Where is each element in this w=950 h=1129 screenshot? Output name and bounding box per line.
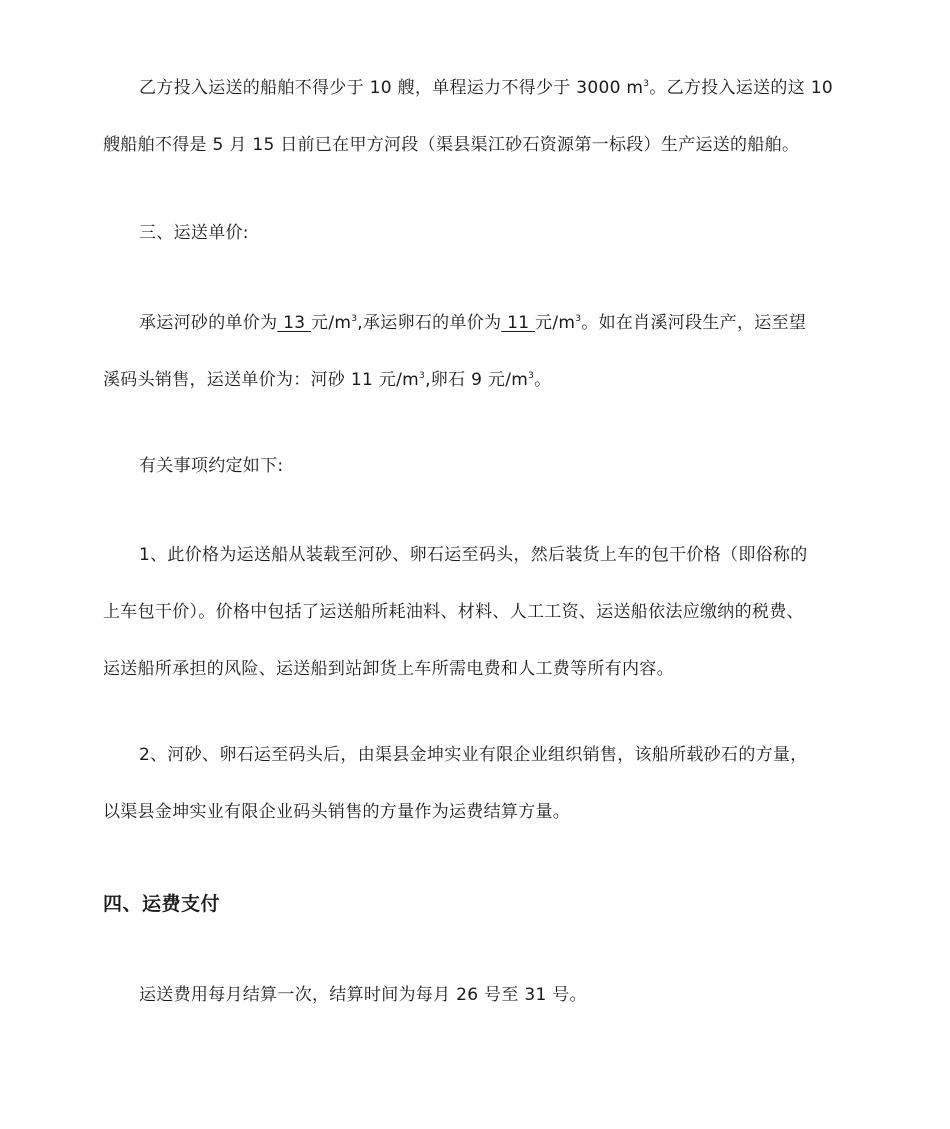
paragraph-line: 运送费用每月结算一次，结算时间为每月 26 号至 31 号。	[139, 985, 587, 1005]
sand-price-value: 13	[277, 313, 312, 333]
section-four-heading: 四、运费支付	[103, 893, 221, 915]
superscript: 3	[419, 371, 426, 381]
paragraph-line: 艘船舶不得是 5 月 15 日前已在甲方河段（渠县渠江砂石资源第一标段）生产运送的船舶。	[103, 135, 800, 155]
paragraph-item-2	[103, 727, 853, 841]
paragraph-line: 以渠县金坤实业有限企业码头销售的方量作为运费结算方量。	[103, 802, 571, 822]
paragraph-line: 2、河砂、卵石运至码头后，由渠县金坤实业有限企业组织销售，该船所载砂石的方量，	[139, 745, 808, 765]
text-run: 元/m	[535, 313, 576, 333]
paragraph-unit-price	[103, 295, 853, 409]
superscript: 3	[351, 314, 358, 324]
paragraph-vessel-requirements	[103, 60, 853, 174]
text-run: 元/m	[311, 313, 352, 333]
text-run: 。	[534, 370, 552, 390]
text-run: 溪码头销售，运送单价为：河砂 11 元/m	[103, 370, 420, 390]
superscript: 3	[575, 314, 582, 324]
paragraph-payment	[103, 967, 853, 1024]
paragraph-line: 有关事项约定如下:	[139, 456, 284, 476]
pebble-price-value: 11	[501, 313, 536, 333]
paragraph-line: 上车包干价）。价格中包括了运送船所耗油料、材料、人工工资、运送船依法应缴纳的税费、	[103, 602, 804, 622]
text-run: ,卵石 9 元/m	[425, 370, 529, 390]
text-run: 乙方投入运送的船舶不得少于 10 艘，单程运力不得少于 3000 m	[139, 78, 644, 98]
text-run: ,承运卵石的单价为	[357, 313, 502, 333]
paragraph-line: 1、此价格为运送船从装载至河砂、卵石运至码头，然后装货上车的包干价格（即俗称的	[139, 545, 808, 565]
paragraph-line	[103, 295, 853, 352]
superscript: 3	[643, 79, 650, 89]
section-title-text: 三、运送单价:	[139, 223, 249, 243]
paragraph-line	[103, 60, 853, 117]
text-run: 。如在肖溪河段生产，运至望	[581, 313, 807, 333]
paragraph-terms-intro	[103, 438, 853, 495]
paragraph-line	[103, 352, 853, 409]
paragraph-item-1	[103, 527, 853, 698]
text-run: 承运河砂的单价为	[139, 313, 278, 333]
superscript: 3	[528, 371, 535, 381]
text-run: 。乙方投入运送的这 10	[649, 78, 833, 98]
section-three-title	[103, 205, 853, 262]
paragraph-line: 运送船所承担的风险、运送船到站卸货上车所需电费和人工费等所有内容。	[103, 659, 674, 679]
